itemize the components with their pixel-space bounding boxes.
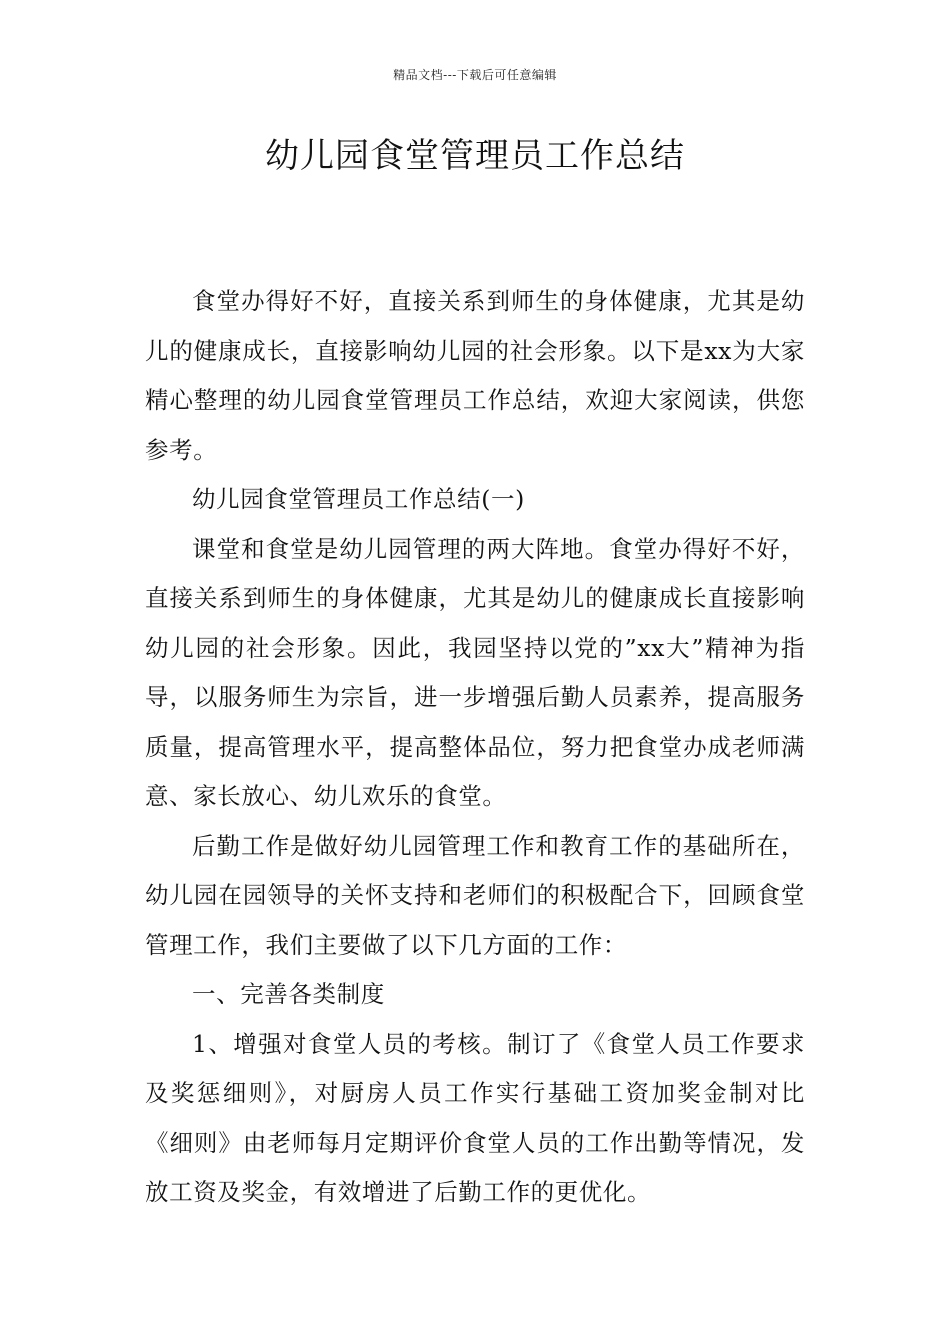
body-paragraph: 1、增强对食堂人员的考核。制订了《食堂人员工作要求及奖惩细则》，对厨房人员工作实行基础工资加奖金制对比《细则》由老师每月定期评价食堂人员的工作出勤等情况，发放工资及奖金，有效增进了后勤工作的更优化。 [145,1029,805,1206]
header-note: 精品文档---下载后可任意编辑 [393,68,557,82]
subsection-heading: 一、完善各类制度 [192,980,385,1008]
section-heading: 幼儿园食堂管理员工作总结(一) [192,485,525,513]
body-paragraph: 后勤工作是做好幼儿园管理工作和教育工作的基础所在，幼儿园在园领导的关怀支持和老师们的积极配合下，回顾食堂管理工作，我们主要做了以下几方面的工作： [145,831,805,959]
document-title: 幼儿园食堂管理员工作总结 [265,136,685,176]
body-paragraph: 课堂和食堂是幼儿园管理的两大阵地。食堂办得好不好，直接关系到师生的身体健康，尤其是幼儿的健康成长直接影响幼儿园的社会形象。因此，我园坚持以党的”xx大”精神为指导，以服务师生为宗旨，进一步增强后勤人员素养，提高服务质量，提高管理水平，提高整体品位，努力把食堂办成老师满意、家长放心、幼儿欢乐的食堂。 [145,534,805,810]
intro-paragraph: 食堂办得好不好，直接关系到师生的身体健康，尤其是幼儿的健康成长，直接影响幼儿园的社会形象。以下是xx为大家精心整理的幼儿园食堂管理员工作总结，欢迎大家阅读，供您参考。 [145,287,805,464]
document-body [145,277,805,1218]
